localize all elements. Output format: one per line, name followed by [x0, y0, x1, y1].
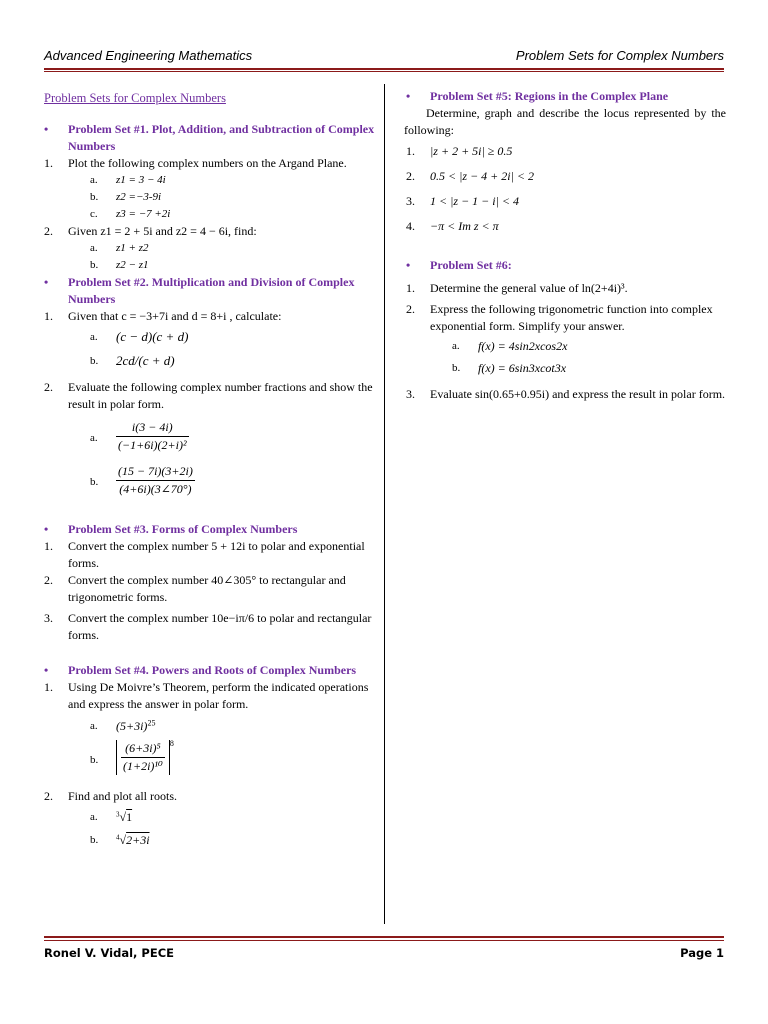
problem-set-1-heading: • Problem Set #1. Plot, Addition, and Subtraction of Complex Numbers: [44, 122, 375, 153]
ps4-question-1: 1. Using De Moivre’s Theorem, perform the indicated operations and express the answer in polar form.: [44, 680, 369, 711]
ps1-q1-b: b. z2 =−3-9i: [90, 191, 162, 203]
problem-set-2-heading: • Problem Set #2. Multiplication and Division of Complex Numbers: [44, 275, 355, 306]
bullet-icon: •: [44, 663, 49, 677]
ps3-question-2: 2. Convert the complex number 40∠305° to rectangular and trigonometric forms.: [44, 573, 346, 604]
ps4-q2-a: a. $^3$√1: [90, 810, 133, 824]
ps4-q1-b: b. $\frac{\text{(6+3i)⁵}}{\text{(1+2i)¹⁰}}$ $^8$: [90, 739, 174, 773]
left-column: [44, 90, 376, 851]
ps2-question-2: 2. Evaluate the following complex number fractions and show the result in polar form.: [44, 380, 373, 411]
ps2-q1-a: a. (c − d)(c + d): [90, 329, 189, 344]
ps5-item-3: 3. 1 < |z − 1 − i| < 4: [406, 194, 519, 208]
ps3-question-1: 1. Convert the complex number 5 + 12i to polar and exponential forms.: [44, 539, 365, 570]
problem-set-3-heading: • Problem Set #3. Forms of Complex Numbers: [44, 522, 298, 536]
page-header: [44, 46, 724, 66]
problem-set-4-heading: • Problem Set #4. Powers and Roots of Complex Numbers: [44, 663, 357, 677]
ps5-item-2: 2. 0.5 < |z − 4 + 2i| < 2: [406, 169, 534, 183]
page-footer: [44, 946, 724, 962]
ps1-question-2: 2. Given z1 = 2 + 5i and z2 = 4 − 6i, find:: [44, 224, 257, 238]
ps1-question-1: 1. Plot the following complex numbers on the Argand Plane.: [44, 156, 347, 170]
bullet-icon: •: [406, 258, 411, 272]
ps2-q1-b: b. 2cd/(c + d): [90, 353, 175, 368]
fraction: $\frac{i(3 - 4i)}{\text{(−1+6i)(2+i)²}}$: [118, 420, 187, 452]
ps5-item-4: 4. −π < Im z < π: [406, 219, 499, 233]
ps1-q2-b: b. z2 − z1: [90, 259, 149, 271]
bullet-icon: •: [44, 275, 49, 289]
ps1-q2-a: a. z1 + z2: [90, 242, 149, 254]
ps5-item-1: 1. |z + 2 + 5i| ≥ 0.5: [406, 144, 513, 158]
ps6-question-1: 1. Determine the general value of ln(2+4i)³.: [406, 281, 628, 295]
ps1-q1-a: a. z1 = 3 − 4i: [90, 174, 166, 186]
ps2-question-1: 1. Given that c = −3+7i and d = 8+i , calculate:: [44, 309, 282, 323]
ps6-q2-a: a. f(x) = 4sin2xcos2x: [452, 339, 568, 353]
bullet-icon: •: [406, 89, 411, 103]
footer-rule-thin: [44, 940, 724, 941]
header-rule: [44, 68, 724, 70]
ps3-question-3: 3. Convert the complex number 10e−iπ/6 to polar and rectangular forms.: [44, 611, 372, 642]
footer-rule: [44, 936, 724, 938]
ps6-q2-b: b. f(x) = 6sin3xcot3x: [452, 361, 567, 375]
header-rule-thin: [44, 71, 724, 72]
ps4-q1-a: a. $(5+3i)^{25}$: [90, 718, 156, 733]
bracket-expression: $\frac{\text{(6+3i)⁵}}{\text{(1+2i)¹⁰}}$: [116, 740, 170, 775]
footer-author: Ronel V. Vidal, PECE: [44, 946, 175, 960]
ps2-q2-a: a. $\frac{i(3 - 4i)}{\text{(−1+6i)(2+i)²}}$: [90, 420, 187, 452]
ps4-q2-b: b. $^4$√2+3i: [90, 833, 150, 847]
ps1-q1-c: c. z3 = −7 +2i: [90, 208, 171, 220]
document-title: Problem Sets for Complex Numbers: [44, 91, 226, 105]
problem-set-5-heading: • Problem Set #5: Regions in the Complex Plane: [406, 89, 669, 103]
ps4-question-2: 2. Find and plot all roots.: [44, 789, 177, 803]
problem-set-6-heading: • Problem Set #6:: [406, 258, 512, 272]
bullet-icon: •: [44, 522, 49, 536]
column-divider: [384, 84, 385, 924]
ps2-q2-b: b. $\frac{(15 - 7i)(3+2i)}{(4+6i)(3\angle 70^\circ)}$: [90, 464, 193, 496]
header-right: Problem Sets for Complex Numbers: [515, 48, 724, 63]
ps6-question-2: 2. Express the following trigonometric function into complex exponential form. Simplify your answer.: [406, 302, 713, 333]
ps5-intro: Determine, graph and describe the locus represented by the following:: [404, 106, 726, 137]
bullet-icon: •: [44, 122, 49, 136]
fraction: $\frac{(15 - 7i)(3+2i)}{(4+6i)(3\angle 70^\circ)}$: [118, 464, 193, 496]
right-column: [406, 88, 726, 404]
ps6-question-3: 3. Evaluate sin(0.65+0.95i) and express the result in polar form.: [406, 387, 726, 401]
header-left: Advanced Engineering Mathematics: [44, 48, 253, 63]
page-number: Page 1: [680, 946, 724, 960]
